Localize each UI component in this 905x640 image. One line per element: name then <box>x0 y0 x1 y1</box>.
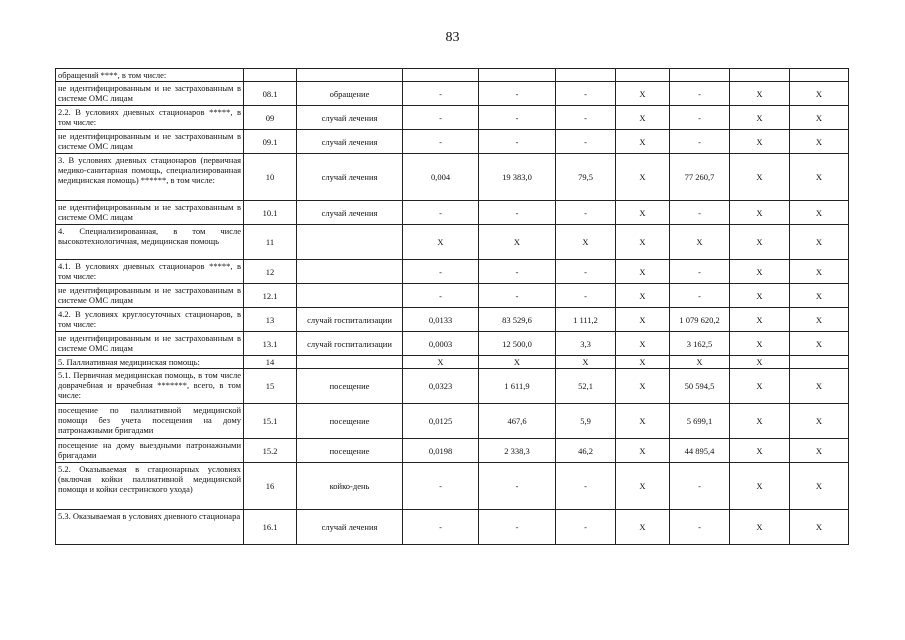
row-unit-cell <box>297 260 403 284</box>
row-unit-cell: случай госпитализации <box>297 332 403 356</box>
row-code-cell: 13.1 <box>244 332 297 356</box>
row-value-cell <box>403 69 479 82</box>
row-value-cell: X <box>616 369 670 404</box>
row-value-cell: X <box>730 154 790 201</box>
table-row <box>56 404 849 439</box>
row-code-cell: 12 <box>244 260 297 284</box>
row-value-cell: - <box>403 463 479 510</box>
table-row <box>56 201 849 225</box>
row-value-cell: - <box>670 463 730 510</box>
row-value-cell: X <box>730 201 790 225</box>
row-value-cell: - <box>403 106 479 130</box>
row-value-cell: X <box>616 225 670 260</box>
row-value-cell: X <box>790 201 849 225</box>
row-value-cell: - <box>670 510 730 545</box>
row-name-cell: 3. В условиях дневных стационаров (первичная медико-санитарная помощь, специализированная медицинская помощь) ******, в том числе: <box>56 154 244 201</box>
row-code-cell <box>244 69 297 82</box>
row-value-cell: X <box>790 82 849 106</box>
row-value-cell: X <box>730 510 790 545</box>
row-value-cell: X <box>790 369 849 404</box>
row-name-cell: 5.1. Первичная медицинская помощь, в том числе доврачебная и врачебная *******, всего, в том числе: <box>56 369 244 404</box>
row-value-cell: 0,0003 <box>403 332 479 356</box>
row-value-cell: X <box>616 106 670 130</box>
row-value-cell: - <box>479 201 556 225</box>
row-value-cell: - <box>670 130 730 154</box>
row-value-cell <box>730 69 790 82</box>
row-value-cell <box>556 69 616 82</box>
row-value-cell: X <box>730 404 790 439</box>
row-unit-cell: посещение <box>297 439 403 463</box>
row-value-cell: - <box>403 260 479 284</box>
row-code-cell: 15.1 <box>244 404 297 439</box>
row-value-cell: X <box>730 356 790 369</box>
row-value-cell: X <box>790 130 849 154</box>
table-row <box>56 154 849 201</box>
row-value-cell: - <box>556 284 616 308</box>
row-value-cell: 44 895,4 <box>670 439 730 463</box>
table-row <box>56 130 849 154</box>
row-value-cell: X <box>616 510 670 545</box>
row-unit-cell: посещение <box>297 369 403 404</box>
table-row <box>56 260 849 284</box>
row-unit-cell: случай госпитализации <box>297 308 403 332</box>
row-value-cell: 50 594,5 <box>670 369 730 404</box>
row-value-cell: X <box>616 82 670 106</box>
row-unit-cell: случай лечения <box>297 154 403 201</box>
row-name-cell: посещение по паллиативной медицинской помощи без учета посещения на дому патронажными бригадами <box>56 404 244 439</box>
row-name-cell: посещение на дому выездными патронажными бригадами <box>56 439 244 463</box>
row-name-cell: 4.1. В условиях дневных стационаров *****, в том числе: <box>56 260 244 284</box>
row-code-cell: 09 <box>244 106 297 130</box>
row-code-cell: 10 <box>244 154 297 201</box>
table-row <box>56 82 849 106</box>
row-value-cell: X <box>730 463 790 510</box>
row-code-cell: 12.1 <box>244 284 297 308</box>
row-unit-cell: койко-день <box>297 463 403 510</box>
row-value-cell: 1 079 620,2 <box>670 308 730 332</box>
row-value-cell: X <box>616 260 670 284</box>
row-code-cell: 15 <box>244 369 297 404</box>
table-row <box>56 369 849 404</box>
row-value-cell: - <box>670 201 730 225</box>
row-value-cell: - <box>479 82 556 106</box>
row-unit-cell: случай лечения <box>297 130 403 154</box>
row-value-cell: 83 529,6 <box>479 308 556 332</box>
row-unit-cell <box>297 356 403 369</box>
row-value-cell: X <box>670 356 730 369</box>
row-code-cell: 08.1 <box>244 82 297 106</box>
row-value-cell: X <box>730 82 790 106</box>
row-value-cell: 0,0133 <box>403 308 479 332</box>
row-name-cell: 4.2. В условиях круглосуточных стационаров, в том числе: <box>56 308 244 332</box>
row-value-cell: X <box>730 332 790 356</box>
row-value-cell: - <box>556 510 616 545</box>
row-value-cell: - <box>670 260 730 284</box>
row-value-cell: 46,2 <box>556 439 616 463</box>
row-value-cell: X <box>556 225 616 260</box>
row-value-cell: X <box>479 225 556 260</box>
row-value-cell: X <box>790 308 849 332</box>
row-value-cell: - <box>556 260 616 284</box>
row-value-cell: - <box>479 463 556 510</box>
row-name-cell: обращений ****, в том числе: <box>56 69 244 82</box>
row-value-cell: 1 611,9 <box>479 369 556 404</box>
row-value-cell: - <box>556 463 616 510</box>
row-value-cell: - <box>556 130 616 154</box>
row-value-cell: 77 260,7 <box>670 154 730 201</box>
row-value-cell: - <box>670 82 730 106</box>
row-value-cell: X <box>616 201 670 225</box>
row-name-cell: 5.2. Оказываемая в стационарных условиях (включая койки паллиативной медицинской помощи и койки сестринского ухода) <box>56 463 244 510</box>
row-value-cell: - <box>556 82 616 106</box>
row-name-cell: не идентифицированным и не застрахованным в системе ОМС лицам <box>56 82 244 106</box>
row-value-cell: 5 699,1 <box>670 404 730 439</box>
row-value-cell: X <box>790 332 849 356</box>
row-value-cell: - <box>556 201 616 225</box>
row-value-cell: 3 162,5 <box>670 332 730 356</box>
row-value-cell: X <box>616 439 670 463</box>
row-value-cell: 52,1 <box>556 369 616 404</box>
row-value-cell <box>616 69 670 82</box>
row-value-cell: X <box>730 130 790 154</box>
row-code-cell: 14 <box>244 356 297 369</box>
row-value-cell: X <box>790 284 849 308</box>
page-number: 83 <box>445 30 460 45</box>
row-value-cell: X <box>790 260 849 284</box>
table-row <box>56 356 849 369</box>
table-row <box>56 106 849 130</box>
row-value-cell: X <box>730 284 790 308</box>
table-row <box>56 284 849 308</box>
row-value-cell: X <box>403 356 479 369</box>
row-unit-cell <box>297 225 403 260</box>
row-name-cell: не идентифицированным и не застрахованным в системе ОМС лицам <box>56 201 244 225</box>
row-code-cell: 13 <box>244 308 297 332</box>
row-value-cell <box>790 356 849 369</box>
row-value-cell: - <box>479 510 556 545</box>
row-value-cell: 0,0198 <box>403 439 479 463</box>
row-value-cell: 5,9 <box>556 404 616 439</box>
row-value-cell <box>670 69 730 82</box>
row-code-cell: 10.1 <box>244 201 297 225</box>
row-value-cell: - <box>403 130 479 154</box>
row-value-cell: X <box>790 106 849 130</box>
row-unit-cell: посещение <box>297 404 403 439</box>
row-value-cell: - <box>403 201 479 225</box>
row-value-cell: X <box>403 225 479 260</box>
row-value-cell <box>479 69 556 82</box>
row-value-cell: X <box>730 260 790 284</box>
row-value-cell: X <box>730 369 790 404</box>
row-value-cell: - <box>403 284 479 308</box>
row-value-cell: - <box>479 260 556 284</box>
row-name-cell: 5.3. Оказываемая в условиях дневного стационара <box>56 510 244 545</box>
row-value-cell: 1 111,2 <box>556 308 616 332</box>
row-value-cell: X <box>730 439 790 463</box>
row-value-cell: X <box>616 284 670 308</box>
table-row <box>56 69 849 82</box>
row-code-cell: 16.1 <box>244 510 297 545</box>
table-row <box>56 463 849 510</box>
row-name-cell: 5. Паллиативная медицинская помощь: <box>56 356 244 369</box>
table-row <box>56 308 849 332</box>
row-unit-cell <box>297 69 403 82</box>
row-name-cell: не идентифицированным и не застрахованным в системе ОМС лицам <box>56 332 244 356</box>
row-name-cell: не идентифицированным и не застрахованным в системе ОМС лицам <box>56 284 244 308</box>
row-unit-cell: случай лечения <box>297 106 403 130</box>
row-value-cell: X <box>616 130 670 154</box>
row-name-cell: 2.2. В условиях дневных стационаров *****, в том числе: <box>56 106 244 130</box>
row-value-cell: X <box>730 225 790 260</box>
row-unit-cell: случай лечения <box>297 201 403 225</box>
row-code-cell: 15.2 <box>244 439 297 463</box>
table-row <box>56 332 849 356</box>
row-value-cell: X <box>790 154 849 201</box>
row-value-cell: - <box>479 106 556 130</box>
row-value-cell: 2 338,3 <box>479 439 556 463</box>
data-table <box>55 68 849 545</box>
row-value-cell: - <box>670 284 730 308</box>
row-value-cell: - <box>479 284 556 308</box>
row-value-cell: 12 500,0 <box>479 332 556 356</box>
row-value-cell: 3,3 <box>556 332 616 356</box>
row-value-cell: 0,004 <box>403 154 479 201</box>
row-value-cell: X <box>616 463 670 510</box>
row-code-cell: 16 <box>244 463 297 510</box>
row-value-cell: - <box>479 130 556 154</box>
row-value-cell: X <box>556 356 616 369</box>
row-value-cell: X <box>479 356 556 369</box>
row-value-cell: X <box>790 510 849 545</box>
row-value-cell: X <box>616 154 670 201</box>
row-name-cell: не идентифицированным и не застрахованным в системе ОМС лицам <box>56 130 244 154</box>
row-value-cell: X <box>730 308 790 332</box>
row-value-cell: X <box>616 308 670 332</box>
row-value-cell: X <box>616 404 670 439</box>
row-unit-cell: случай лечения <box>297 510 403 545</box>
table-row <box>56 225 849 260</box>
row-value-cell: X <box>616 332 670 356</box>
row-value-cell: 467,6 <box>479 404 556 439</box>
row-value-cell: X <box>730 106 790 130</box>
row-value-cell: 79,5 <box>556 154 616 201</box>
row-value-cell: X <box>790 439 849 463</box>
row-value-cell: 0,0125 <box>403 404 479 439</box>
row-unit-cell: обращение <box>297 82 403 106</box>
row-value-cell <box>790 69 849 82</box>
table-row <box>56 439 849 463</box>
row-value-cell: - <box>403 510 479 545</box>
row-value-cell: X <box>790 463 849 510</box>
table-row <box>56 510 849 545</box>
row-value-cell: X <box>670 225 730 260</box>
row-name-cell: 4. Специализированная, в том числе высокотехнологичная, медицинская помощь <box>56 225 244 260</box>
row-value-cell: - <box>403 82 479 106</box>
row-value-cell: - <box>670 106 730 130</box>
row-value-cell: 19 383,0 <box>479 154 556 201</box>
row-value-cell: - <box>556 106 616 130</box>
row-unit-cell <box>297 284 403 308</box>
row-code-cell: 11 <box>244 225 297 260</box>
row-value-cell: X <box>790 225 849 260</box>
row-value-cell: 0,0323 <box>403 369 479 404</box>
row-code-cell: 09.1 <box>244 130 297 154</box>
row-value-cell: X <box>790 404 849 439</box>
row-value-cell: X <box>616 356 670 369</box>
